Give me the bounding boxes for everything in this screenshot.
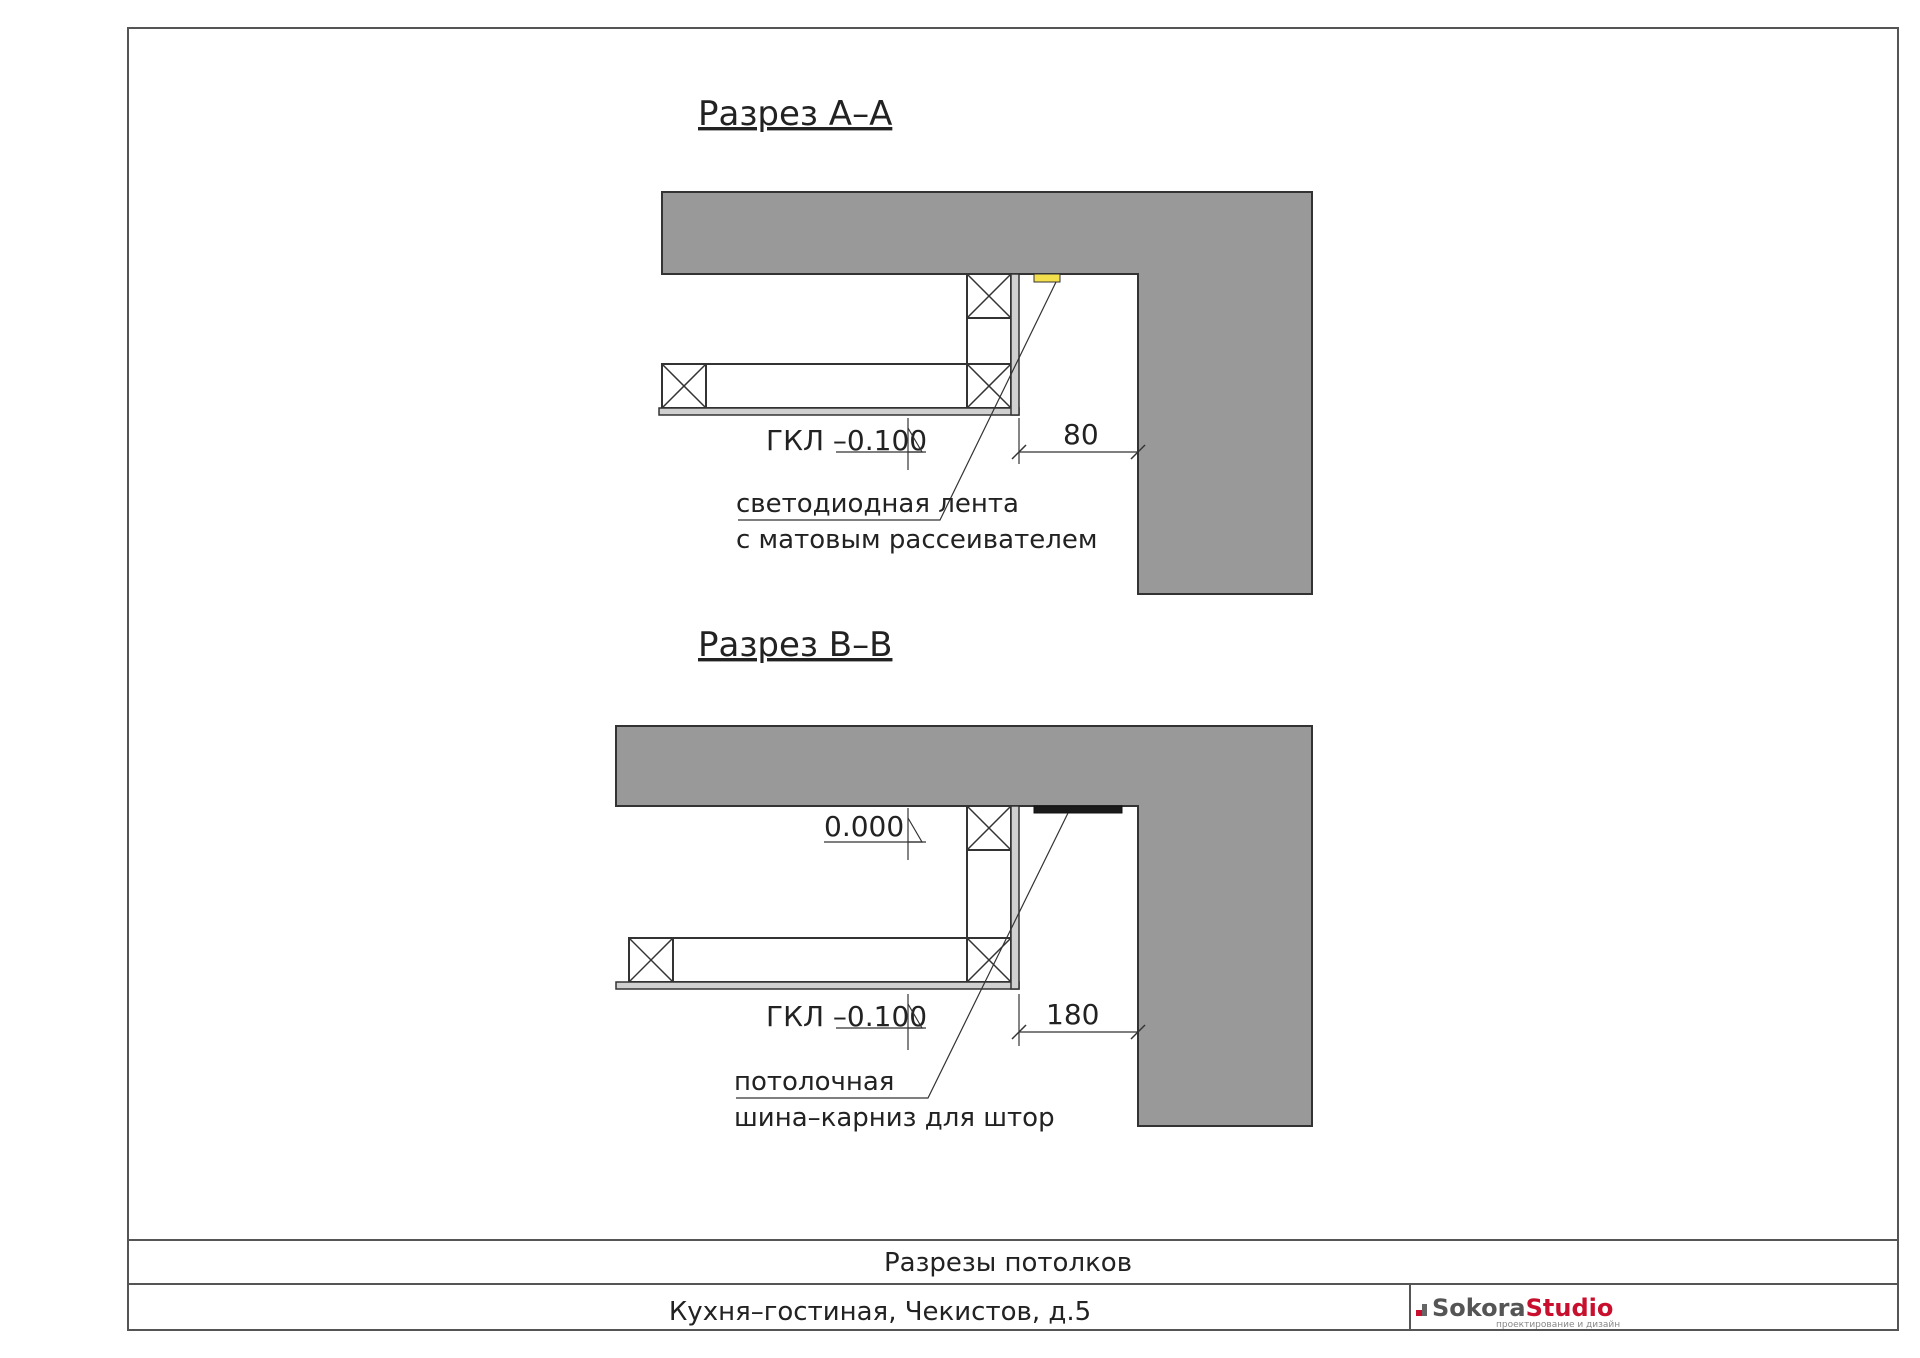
section-a-title: Разрез А–А (698, 94, 893, 134)
section-a-dimension (1012, 418, 1145, 464)
section-a-note-line1: светодиодная лента (736, 489, 1019, 519)
section-b-gypsum-board-horizontal (616, 982, 1019, 989)
logo-text-part2: Studio (1525, 1294, 1614, 1322)
section-b-concrete (616, 726, 1312, 1126)
section-a (659, 94, 1312, 594)
section-a-dimension-value: 80 (1063, 418, 1099, 451)
section-a-timber-horizontal (662, 364, 967, 408)
svg-text:SokoraStudio (1432, 1294, 1613, 1322)
section-b-timber-horizontal (629, 938, 967, 982)
section-b-curtain-rail (1034, 806, 1122, 813)
section-b-title: Разрез В–В (698, 625, 893, 665)
logo-text-part1: Sokora (1432, 1294, 1526, 1322)
section-b-dimension (1012, 994, 1145, 1046)
section-b-level-mark (766, 994, 927, 1050)
section-a-gypsum-board-vertical (1011, 274, 1019, 415)
section-b-note-line2: шина–карниз для штор (734, 1103, 1055, 1133)
section-a-gypsum-board-horizontal (659, 408, 1019, 415)
section-a-level-mark (766, 418, 927, 470)
section-b-gypsum-board-vertical (1011, 806, 1019, 989)
section-b (616, 625, 1312, 1133)
section-b-level-label: ГКЛ –0.100 (766, 1000, 928, 1033)
section-b-dimension-value: 180 (1046, 998, 1100, 1031)
studio-logo (1416, 1294, 1620, 1330)
section-b-top-level-label: 0.000 (824, 810, 905, 843)
section-a-note-line2: с матовым рассеивателем (736, 525, 1098, 555)
section-a-led-strip (1034, 274, 1060, 282)
section-b-top-level-mark (824, 808, 926, 860)
sheet-title: Разрезы потолков (883, 1248, 1133, 1278)
section-a-level-label: ГКЛ –0.100 (766, 424, 928, 457)
logo-mark (1416, 1310, 1422, 1316)
title-block (128, 1240, 1898, 1330)
project-name: Кухня–гостиная, Чекистов, д.5 (668, 1297, 1092, 1327)
section-b-timber-vertical (967, 806, 1011, 982)
section-b-note-line1: потолочная (734, 1067, 895, 1097)
logo-tagline: проектирование и дизайн (1496, 1320, 1621, 1330)
